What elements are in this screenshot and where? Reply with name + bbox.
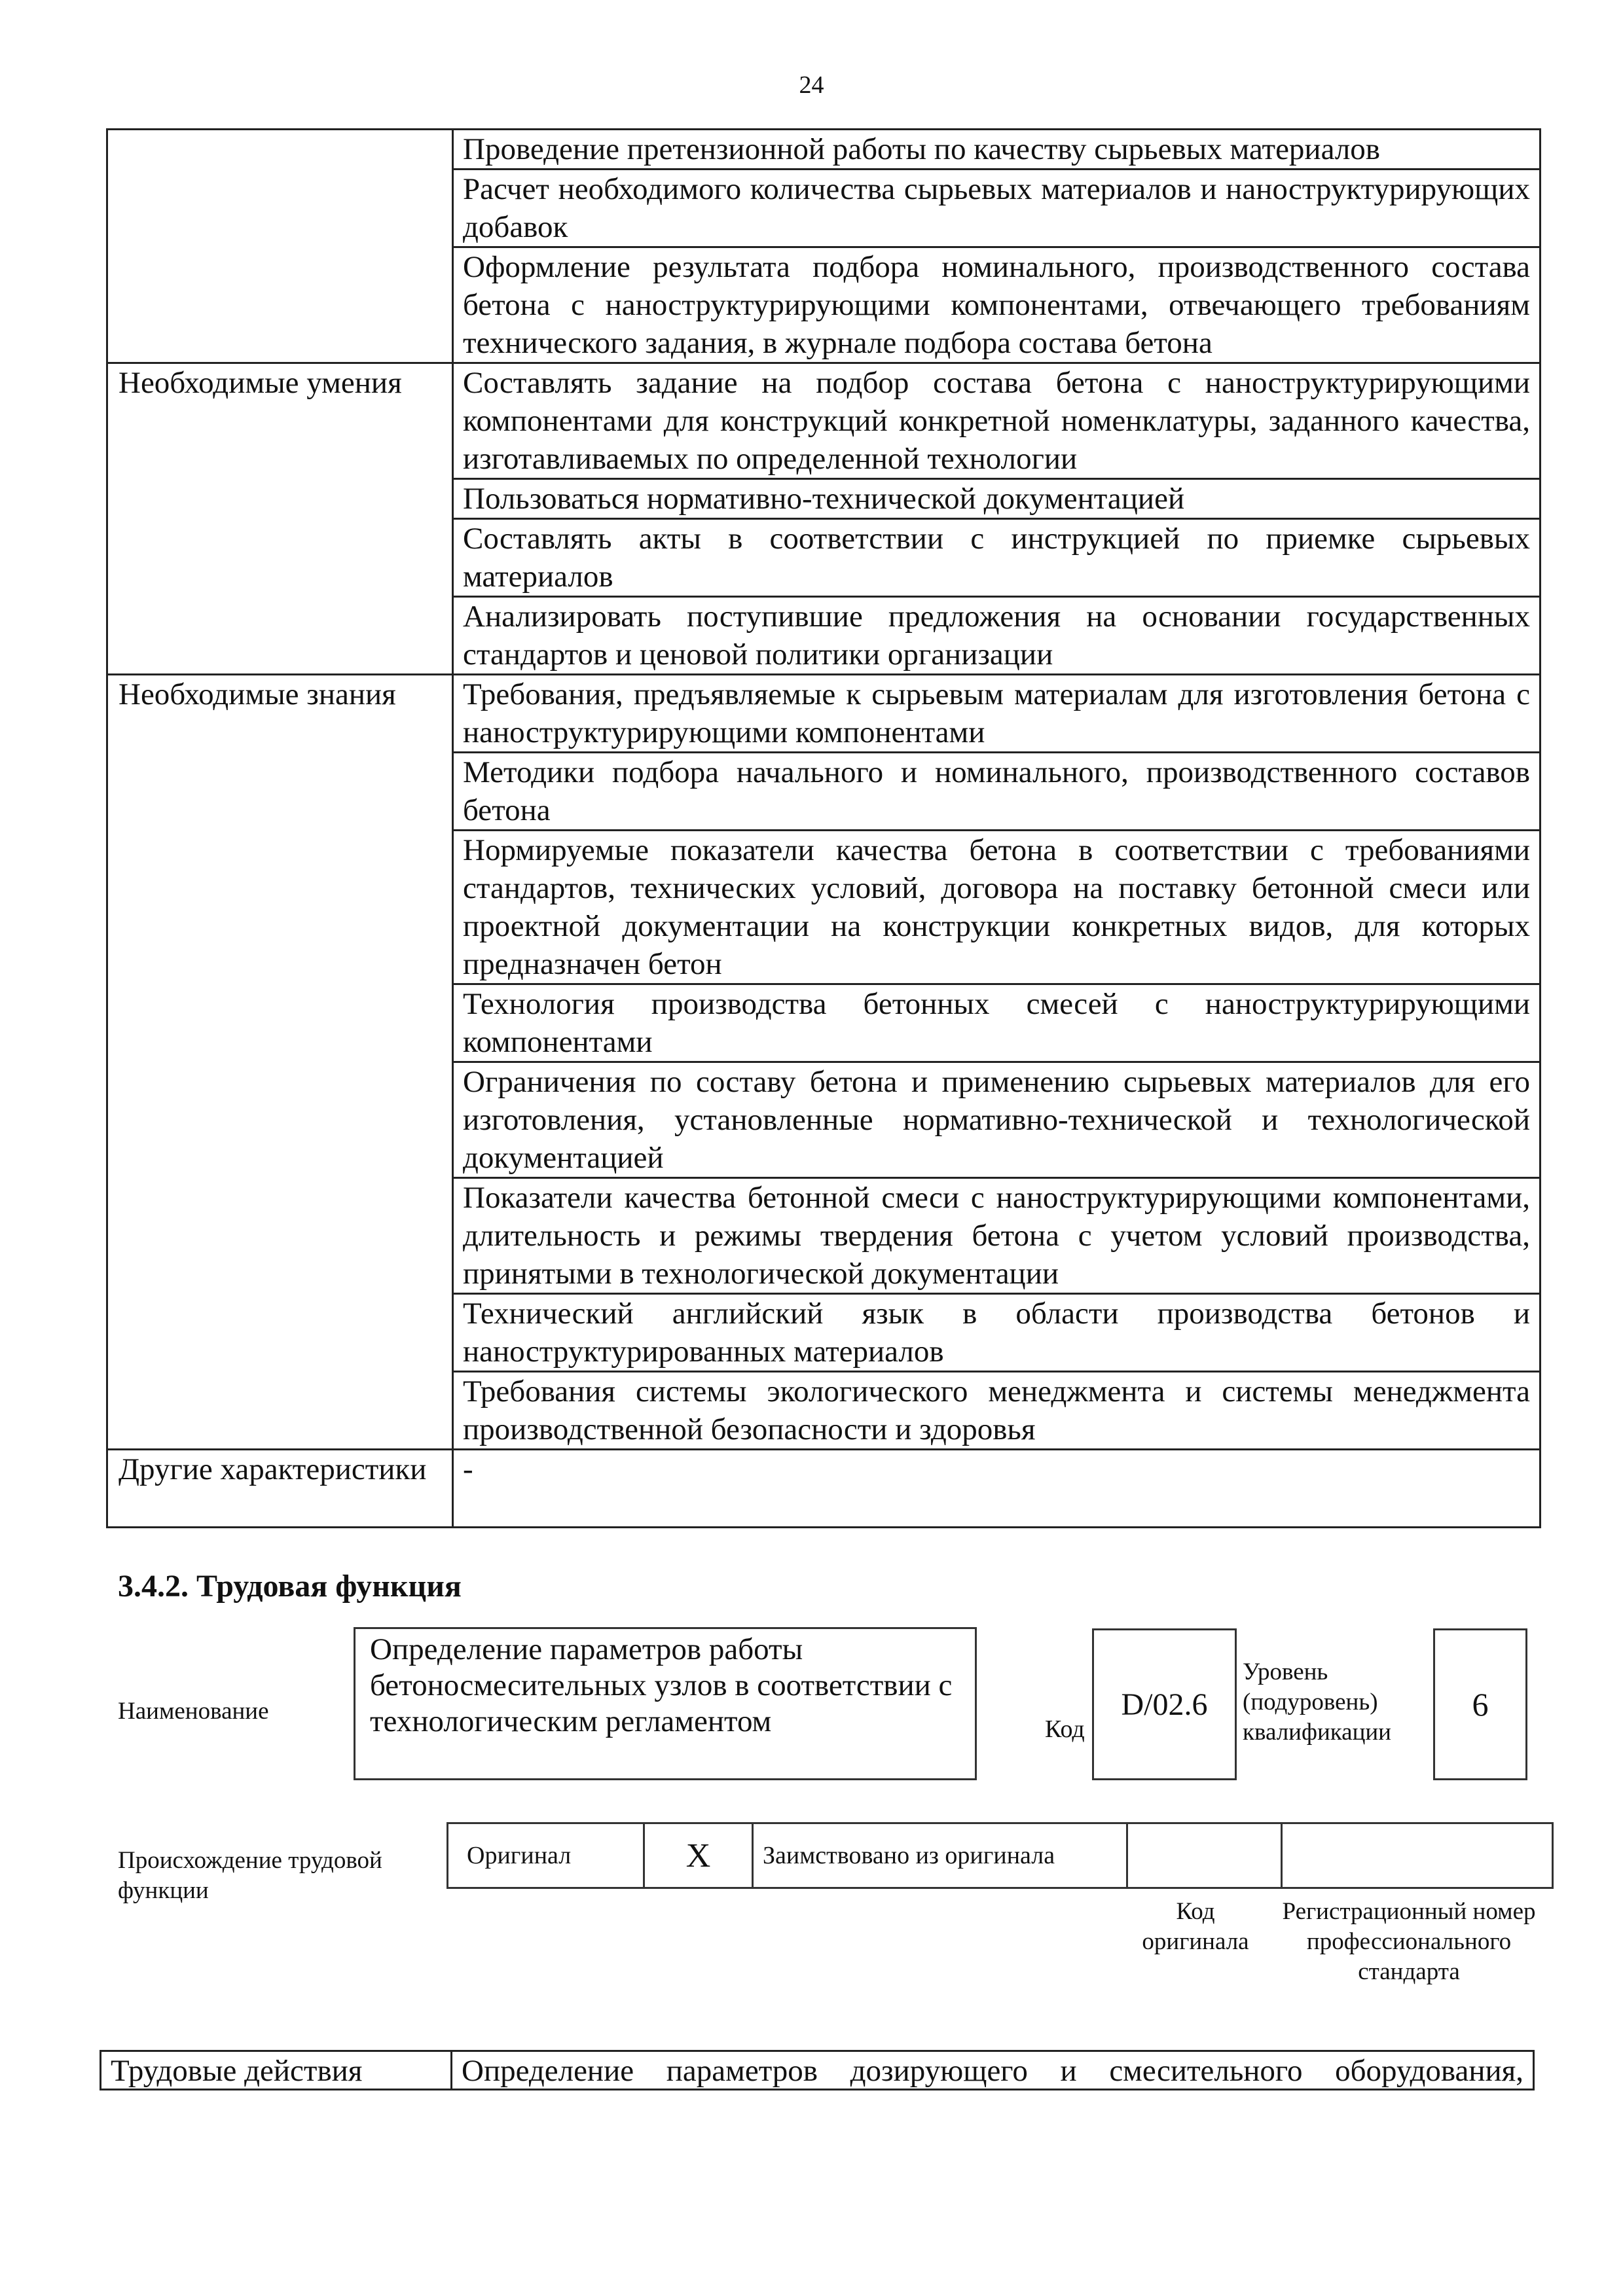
page-number: 24 [799, 71, 824, 99]
list-item: Технический английский язык в области производства бетонов и наноструктурированных материалов [453, 1294, 1541, 1372]
actions-label: Трудовые действия [101, 2051, 452, 2090]
list-item: Расчет необходимого количества сырьевых материалов и наноструктурирующих добавок [453, 170, 1541, 247]
code-caption: Код оригинала [1142, 1898, 1249, 1955]
list-item: Нормируемые показатели качества бетона в соответствии с требованиями стандартов, технических условий, договора на поставку бетонной смеси или проектной документации на конструкции конкретных видов, для которых предназначен бетон [453, 831, 1541, 984]
actions-table [100, 2050, 1535, 2090]
table-row [107, 1450, 1541, 1528]
level-value-box: 6 [1433, 1628, 1527, 1780]
list-item: Определение параметров дозирующего и смесительного оборудования, [452, 2051, 1534, 2090]
list-item: Методики подбора начального и номинального, производственного составов бетона [453, 753, 1541, 831]
list-item: Проведение претензионной работы по качеству сырьевых материалов [453, 130, 1541, 170]
origin-label: Происхождение трудовой функции [118, 1847, 382, 1904]
list-item: Требования, предъявляемые к сырьевым материалам для изготовления бетона с наноструктурирующими компонентами [453, 675, 1541, 753]
list-item: Составлять задание на подбор состава бетона с наноструктурирующими компонентами для конструкций конкретной номенклатуры, заданного качества, изготавливаемых по определенной технологии [453, 363, 1541, 479]
code-value-box: D/02.6 [1092, 1628, 1237, 1780]
list-item: Анализировать поступившие предложения на основании государственных стандартов и ценовой политики организации [453, 597, 1541, 675]
original-code-cell [1127, 1823, 1282, 1888]
requirements-table [106, 128, 1541, 1528]
section-heading: 3.4.2. Трудовая функция [118, 1569, 462, 1604]
list-item: Оформление результата подбора номинального, производственного состава бетона с наноструктурирующими компонентами, отвечающего требованиям технического задания, в журнале подбора состава бетона [453, 247, 1541, 363]
name-label: Наименование [118, 1698, 269, 1725]
row-label-other: Другие характеристики [107, 1450, 453, 1528]
row-label-knowledge: Необходимые знания [107, 675, 453, 1450]
table-row [101, 2051, 1534, 2090]
table-row [107, 363, 1541, 479]
reg-number-cell [1282, 1823, 1553, 1888]
level-label: Уровень (подуровень) квалификации [1243, 1659, 1391, 1746]
original-mark: X [644, 1823, 753, 1888]
origin-table [447, 1822, 1554, 1889]
list-item: Показатели качества бетонной смеси с наноструктурирующими компонентами, длительность и режимы твердения бетона с учетом условий производства, принятыми в технологической документации [453, 1178, 1541, 1294]
borrowed-label: Заимствовано из оригинала [753, 1823, 1127, 1888]
function-name-box: Определение параметров работы бетоносмесительных узлов в соответствии с технологическим регламентом [354, 1627, 977, 1780]
list-item: - [453, 1450, 1541, 1528]
list-item: Составлять акты в соответствии с инструкцией по приемке сырьевых материалов [453, 519, 1541, 597]
code-label: Код [1045, 1715, 1085, 1743]
list-item: Ограничения по составу бетона и применению сырьевых материалов для его изготовления, установленные нормативно-технической и технологической документацией [453, 1062, 1541, 1178]
list-item: Технология производства бетонных смесей с наноструктурирующими компонентами [453, 984, 1541, 1062]
table-row [107, 675, 1541, 753]
table-row [107, 130, 1541, 170]
reg-caption: Регистрационный номер профессионального стандарта [1282, 1898, 1536, 1985]
list-item: Пользоваться нормативно-технической документацией [453, 479, 1541, 519]
row-label-skills: Необходимые умения [107, 363, 453, 675]
row-label [107, 130, 453, 363]
list-item: Требования системы экологического менеджмента и системы менеджмента производственной безопасности и здоровья [453, 1372, 1541, 1450]
original-label: Оригинал [448, 1823, 644, 1888]
